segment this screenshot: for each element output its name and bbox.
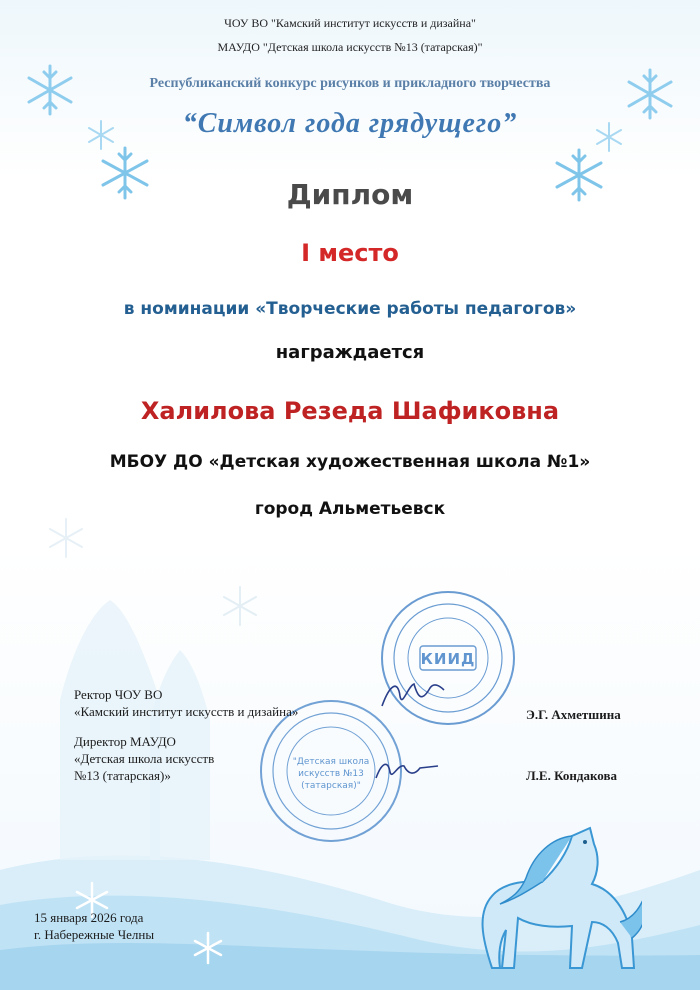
stamp-logo-text: КИИД bbox=[420, 650, 476, 668]
director-name: Л.Е. Кондакова bbox=[526, 768, 617, 783]
rector-title bbox=[74, 686, 298, 720]
snowflake-icon bbox=[190, 930, 226, 966]
recipient-school: МБОУ ДО «Детская художественная школа №1» bbox=[109, 452, 591, 472]
director-line-3: №13 (татарская)» bbox=[74, 768, 171, 783]
organizer-line-2: МАУДО "Детская школа искусств №13 (татарская)" bbox=[217, 40, 483, 54]
place-award: I место bbox=[301, 239, 399, 267]
rector-name: Э.Г. Ахметшина bbox=[526, 707, 621, 722]
rector-line-2: «Камский институт искусств и дизайна» bbox=[74, 704, 299, 719]
issue-city: г. Набережные Челны bbox=[34, 927, 155, 942]
director-title bbox=[74, 733, 214, 784]
svg-text:искусств №13: искусств №13 bbox=[298, 769, 364, 779]
contest-name: “Символ года грядущего” bbox=[182, 108, 518, 139]
footer bbox=[34, 909, 154, 943]
rector-line-1: Ректор ЧОУ ВО bbox=[74, 687, 163, 702]
snowflake-icon bbox=[218, 584, 262, 628]
director-line-1: Директор МАУДО bbox=[74, 734, 176, 749]
signature-rector bbox=[378, 676, 448, 716]
svg-text:(татарская)": (татарская)" bbox=[301, 781, 361, 791]
issue-date: 15 января 2026 года bbox=[34, 910, 144, 925]
signature-director bbox=[372, 756, 442, 786]
snowflake-icon bbox=[44, 516, 88, 560]
recipient-city: город Альметьевск bbox=[254, 499, 446, 519]
nomination: в номинации «Творческие работы педагогов» bbox=[123, 299, 577, 319]
svg-text:"Детская школа: "Детская школа bbox=[292, 757, 370, 767]
contest-title: Республиканский конкурс рисунков и прикладного творчества bbox=[149, 76, 551, 91]
awarded-label: награждается bbox=[275, 342, 425, 363]
organizer-line-1: ЧОУ ВО "Камский институт искусств и дизайна" bbox=[224, 16, 476, 30]
director-line-2: «Детская школа искусств bbox=[74, 751, 215, 766]
recipient-name: Халилова Резеда Шафиковна bbox=[140, 397, 560, 425]
document-type: Диплом bbox=[286, 178, 414, 211]
horse-illustration bbox=[422, 818, 642, 988]
